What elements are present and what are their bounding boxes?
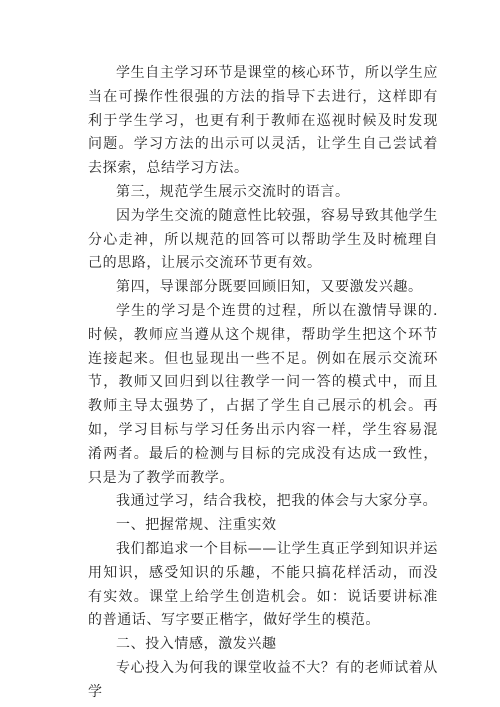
heading-section-one: 一、把握常规、注重实效 — [116, 517, 277, 534]
document-body — [88, 62, 438, 705]
paragraph-student-exchange: 因为学生交流的随意性比较强，容易导致其他学生分心走神，所以规范的回答可以帮助学生及时梳理自己的思路，让展示交流环节更有效。 — [88, 207, 438, 272]
paragraph-learning-process: 学生的学习是个连贯的过程，所以在激情导课的.时候，教师应当遵从这个规律，帮助学生把这个环节连接起来。但也显现出一些不足。例如在展示交流环节，教师又回归到以往教学一问一答的模式中，而且教师主导太强势了，占据了学生自己展示的机会。再如，学习目标与学习任务出示内容一样，学生容易混淆两者。最后的检测与目标的完成没有达成一致性，只是为了教学而教学。 — [88, 302, 438, 486]
paragraph-share-intro: 我通过学习，结合我校，把我的体会与大家分享。 — [116, 493, 438, 510]
paragraph-common-goal: 我们都追求一个目标——让学生真正学到知识并运用知识，感受知识的乐趣，不能只搞花样活动，而没有实效。课堂上给学生创造机会。如：说话要讲标准的普通话、写字要正楷字，做好学生的模范。 — [88, 540, 438, 629]
heading-point-four: 第四，导课部分既要回顾旧知，又要激发兴趣。 — [116, 279, 423, 296]
heading-point-three: 第三，规范学生展示交流时的语言。 — [116, 183, 350, 200]
paragraph-focus: 专心投入为何我的课堂收益不大？有的老师试着从学 — [88, 659, 438, 700]
heading-section-two: 二、投入情感，激发兴趣 — [116, 636, 277, 653]
paragraph-self-study: 学生自主学习环节是课堂的核心环节，所以学生应当在可操作性很强的方法的指导下去进行，这样即有利于学生学习，也更有利于教师在巡视时候及时发现问题。学习方法的出示可以灵活，让学生自己尝试着去探索，总结学习方法。 — [88, 65, 438, 177]
